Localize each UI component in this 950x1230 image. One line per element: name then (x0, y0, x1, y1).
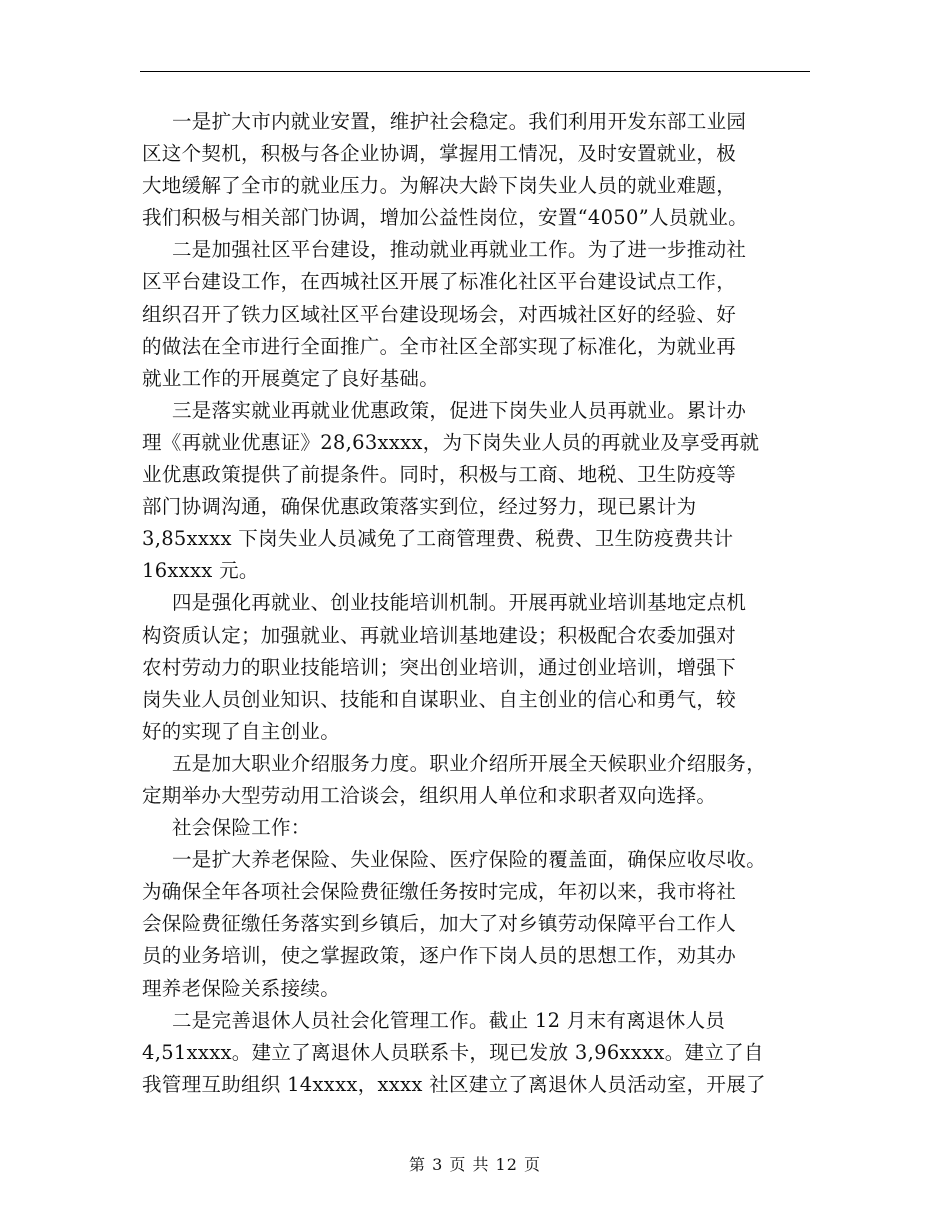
text-line: 理《再就业优惠证》28,63xxxx，为下岗失业人员的再就业及享受再就 (142, 430, 760, 454)
text-line: 四是强化再就业、创业技能培训机制。开展再就业培训基地定点机 (172, 591, 747, 615)
text-line: 岗失业人员创业知识、技能和自谋职业、自主创业的信心和勇气，较 (142, 687, 737, 711)
header-rule (140, 71, 810, 72)
text-line: 为确保全年各项社会保险费征缴任务按时完成，年初以来，我市将社 (142, 880, 737, 904)
text-line: 3,85xxxx 下岗失业人员减免了工商管理费、税费、卫生防疫费共计 (142, 527, 734, 551)
text-line: 我们积极与相关部门协调，增加公益性岗位，安置“4050”人员就业。 (142, 206, 748, 230)
text-line: 区这个契机，积极与各企业协调，掌握用工情况，及时安置就业，极 (142, 142, 737, 166)
text-line: 4,51xxxx。建立了离退休人员联系卡，现已发放 3,96xxxx。建立了自 (142, 1040, 764, 1064)
page-footer: 第 3 页 共 12 页 (409, 1155, 541, 1174)
text-line: 定期举办大型劳动用工洽谈会，组织用人单位和求职者双向选择。 (142, 783, 717, 807)
text-line: 五是加大职业介绍服务力度。职业介绍所开展全天候职业介绍服务， (172, 751, 767, 775)
text-line: 好的实现了自主创业。 (142, 719, 341, 743)
text-line: 二是加强社区平台建设，推动就业再就业工作。为了进一步推动社 (172, 238, 747, 262)
text-line: 大地缓解了全市的就业压力。为解决大龄下岗失业人员的就业难题， (142, 174, 737, 198)
text-line: 农村劳动力的职业技能培训；突出创业培训，通过创业培训，增强下 (142, 655, 737, 679)
text-line: 构资质认定；加强就业、再就业培训基地建设；积极配合农委加强对 (142, 623, 737, 647)
text-line: 三是落实就业再就业优惠政策，促进下岗失业人员再就业。累计办 (172, 398, 747, 422)
text-line: 区平台建设工作，在西城社区开展了标准化社区平台建设试点工作， (142, 270, 737, 294)
text-line: 一是扩大养老保险、失业保险、医疗保险的覆盖面，确保应收尽收。 (172, 848, 767, 872)
text-line: 理养老保险关系接续。 (142, 976, 341, 1000)
text-line: 一是扩大市内就业安置，维护社会稳定。我们利用开发东部工业园 (172, 110, 747, 133)
text-line: 16xxxx 元。 (142, 559, 259, 583)
text-line: 社会保险工作： (172, 816, 311, 840)
text-line: 会保险费征缴任务落实到乡镇后，加大了对乡镇劳动保障平台工作人 (142, 912, 737, 936)
text-line: 我管理互助组织 14xxxx，xxxx 社区建立了离退休人员活动室，开展了 (142, 1072, 766, 1096)
text-line: 员的业务培训，使之掌握政策，逐户作下岗人员的思想工作，劝其办 (142, 944, 737, 968)
text-line: 二是完善退休人员社会化管理工作。截止 12 月末有离退休人员 (172, 1008, 726, 1032)
text-line: 的做法在全市进行全面推广。全市社区全部实现了标准化，为就业再 (142, 334, 737, 358)
document-body (142, 106, 822, 1101)
text-line: 业优惠政策提供了前提条件。同时，积极与工商、地税、卫生防疫等 (142, 463, 737, 487)
text-line: 组织召开了铁力区域社区平台建设现场会，对西城社区好的经验、好 (142, 302, 737, 326)
text-line: 部门协调沟通，确保优惠政策落实到位，经过努力，现已累计为 (142, 495, 697, 519)
text-line: 就业工作的开展奠定了良好基础。 (142, 366, 440, 390)
